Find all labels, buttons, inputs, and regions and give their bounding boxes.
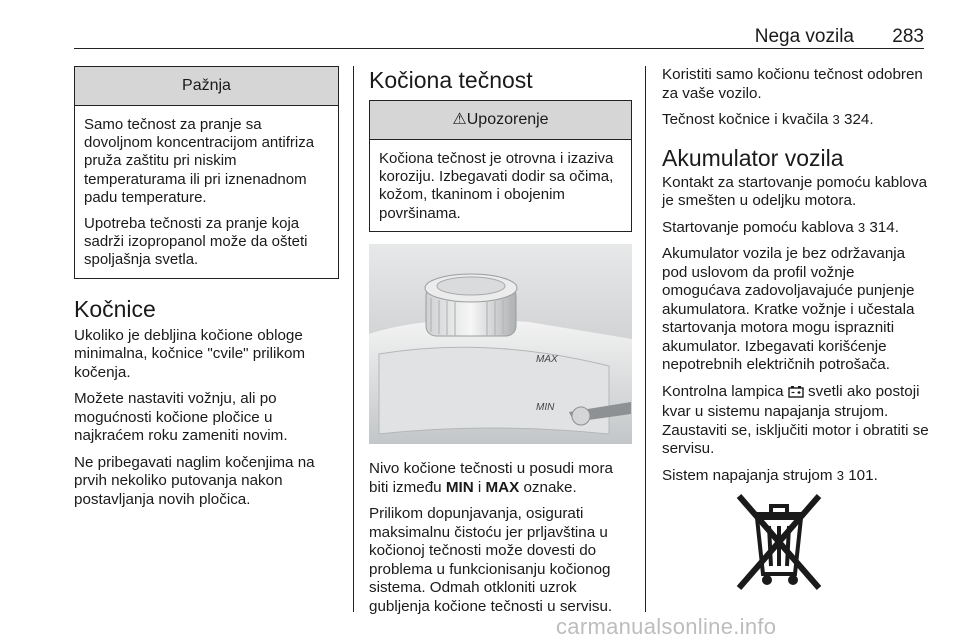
clutch-fluid-page[interactable]: 324.	[844, 111, 874, 128]
fluid-level-and: i	[473, 478, 486, 496]
page-ref-arrow-icon: 3	[836, 467, 844, 483]
max-label: MAX	[485, 478, 520, 496]
power-system-page[interactable]: 101.	[848, 466, 878, 484]
brakes-paragraph-3: Ne pribegavati naglim kočenjima na prvih nekoliko putovanja nakon postavljanja novih pločica.	[74, 453, 315, 508]
section-title: Nega vozila	[754, 26, 854, 47]
warning-title	[370, 101, 631, 140]
page-ref-arrow-icon: 3	[832, 112, 840, 127]
battery-maintenance-paragraph: Akumulator vozila je bez održavanja pod uslovom da profil vožnje omogućava zadovoljavajuće punjenje akumulatora. Kratke vožnje i učestala startovanja motora mogu isprazniti akumulator. Izbegavati korišćenje nepotrebnih električnih potrošača.	[662, 245, 915, 373]
fluid-level-text-b: oznake.	[519, 478, 577, 496]
column-2-lower	[369, 460, 632, 624]
column-3	[662, 66, 930, 493]
brake-fluid-reservoir-photo	[369, 244, 632, 444]
brakes-paragraph-2: Možete nastaviti vožnju, ali po mogućnosti kočione pločice u najkraćem roku zameniti novim.	[74, 390, 288, 445]
fluid-level-text-a: Nivo kočione tečnosti u posudi mora biti između	[369, 460, 613, 496]
clutch-fluid-text: Tečnost kočnice i kvačila	[662, 111, 829, 128]
crossed-bin-icon	[731, 488, 827, 596]
brakes-heading: Kočnice	[74, 295, 156, 322]
warning-lamp-paragraph	[662, 383, 930, 459]
power-system-text: Sistem napajanja strujom	[662, 466, 833, 484]
watermark: carmanualsonline.info	[556, 614, 777, 639]
photo-max-mark: MAX	[536, 354, 558, 365]
warning-lamp-text-a: Kontrolna lampica	[662, 382, 784, 400]
brake-fluid-heading: Kočiona tečnost	[369, 67, 533, 93]
warning-box	[369, 100, 632, 232]
warning-icon: ⚠	[452, 111, 467, 128]
power-system-reference	[662, 467, 930, 486]
warning-lamp-text-b: svetli ako postoji kvar u sistemu napajanja strujom. Zaustaviti se, isključiti motor i obratiti se servisu.	[662, 382, 929, 457]
page-number: 283	[892, 26, 924, 47]
photo-min-mark: MIN	[536, 402, 555, 413]
jump-start-reference	[662, 219, 930, 238]
reservoir-illustration	[369, 244, 632, 444]
fluid-level-paragraph	[369, 460, 632, 497]
battery-heading: Akumulator vozila	[662, 144, 844, 171]
approved-fluid-paragraph: Koristiti samo kočionu tečnost odobren za vaše vozilo.	[662, 66, 923, 102]
jump-start-text: Startovanje pomoću kablova	[662, 218, 854, 236]
jump-start-page[interactable]: 314.	[869, 218, 899, 236]
page-ref-arrow-icon: 3	[857, 219, 866, 235]
warning-body	[370, 140, 631, 223]
notice-paragraph-2: Upotreba tečnosti za pranje koja sadrži izopropanol može da ošteti spoljašnja svetla.	[84, 215, 308, 269]
header-rule	[74, 48, 924, 49]
notice-body	[75, 106, 338, 270]
brakes-paragraph-1: Ukoliko je debljina kočione obloge minimalna, kočnice "cvile" prilikom kočenja.	[74, 326, 306, 381]
battery-warning-icon	[788, 385, 804, 404]
notice-paragraph-1: Samo tečnost za pranje sa dovoljnom koncentracijom antifriza pruža zaštitu pri niskim temperaturama ili pri iznenadnom padu temperature.	[84, 116, 315, 206]
page-header	[74, 26, 924, 48]
column-divider-1	[353, 66, 354, 612]
warning-title-text: Upozorenje	[466, 111, 549, 128]
column-divider-2	[645, 66, 646, 612]
notice-title: Pažnja	[75, 67, 338, 106]
min-label: MIN	[445, 478, 474, 496]
warning-text: Kočiona tečnost je otrovna i izaziva koroziju. Izbegavati dodir sa očima, kožom, tkaninom i obojenim površinama.	[379, 150, 614, 222]
refill-paragraph: Prilikom dopunjavanja, osigurati maksimalnu čistoću jer prljavština u kočionoj tečnosti može dovesti do problema u funkcionisanju kočionog sistema. Odmah otkloniti uzrok gubljenja kočione tečnosti u servisu.	[369, 505, 613, 615]
clutch-fluid-reference	[662, 111, 930, 130]
jump-start-location-paragraph: Kontakt za startovanje pomoću kablova je smešten u odeljku motora.	[662, 173, 928, 209]
notice-box	[74, 66, 339, 279]
column-1	[74, 66, 339, 517]
column-2	[369, 66, 632, 232]
